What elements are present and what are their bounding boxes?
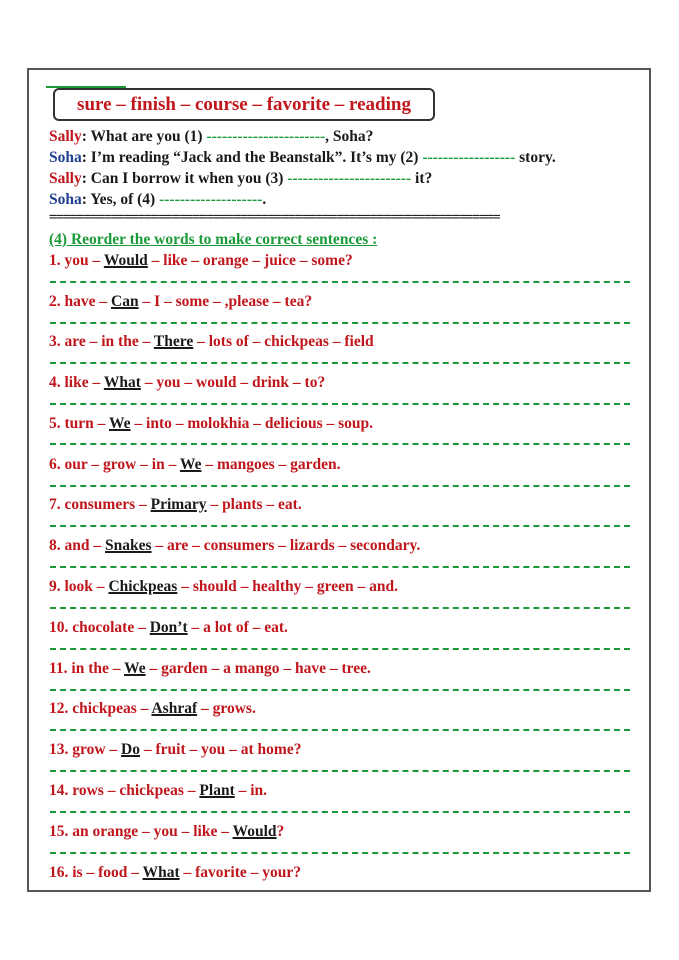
answer-blank[interactable]: ----------------------- [206, 128, 326, 145]
answer-line[interactable] [50, 689, 630, 691]
word-bank-box: sure – finish – course – favorite – reading [53, 88, 435, 121]
answer-line[interactable] [50, 362, 630, 364]
section-heading: (4) Reorder the words to make correct sentences : [49, 231, 378, 248]
answer-line[interactable] [50, 770, 630, 772]
dialogue-text: : Yes, of (4) [81, 191, 160, 208]
key-word: We [109, 415, 131, 432]
reorder-item: 16. is – food – What – favorite – your? [49, 864, 302, 881]
answer-line[interactable] [50, 648, 630, 650]
key-word: What [103, 374, 141, 391]
reorder-item: 6. our – grow – in – We – mangoes – garden. [49, 456, 341, 473]
key-word: Can [111, 293, 139, 310]
reorder-item: 9. look – Chickpeas – should – healthy – green – and. [49, 578, 398, 595]
dialogue-text-after: story. [515, 149, 556, 166]
dialogue-text: : Can I borrow it when you (3) [81, 170, 288, 187]
dialogue-line [49, 128, 373, 146]
answer-line[interactable] [50, 607, 630, 609]
dialogue-line [49, 170, 432, 188]
key-word: Don’t [149, 619, 188, 636]
key-word: Chickpeas [108, 578, 178, 595]
reorder-item: 5. turn – We – into – molokhia – delicious – soup. [49, 415, 373, 432]
answer-blank[interactable]: -------------------- [159, 191, 263, 208]
answer-line[interactable] [50, 525, 630, 527]
dialogue-text: : What are you (1) [81, 128, 207, 145]
dialogue-line [49, 191, 266, 209]
key-word: There [153, 333, 194, 350]
answer-line[interactable] [50, 729, 630, 731]
reorder-item: 11. in the – We – garden – a mango – have – tree. [49, 660, 371, 677]
reorder-item: 10. chocolate – Don’t – a lot of – eat. [49, 619, 288, 636]
key-word: We [124, 660, 146, 677]
answer-line[interactable] [50, 281, 630, 283]
reorder-item: 4. like – What – you – would – drink – to? [49, 374, 326, 391]
key-word: Plant [199, 782, 235, 799]
key-word: Do [121, 741, 140, 758]
speaker-name: Soha [49, 149, 82, 166]
answer-line[interactable] [50, 566, 630, 568]
answer-blank[interactable]: ------------------ [422, 149, 516, 166]
reorder-item: 12. chickpeas – Ashraf – grows. [49, 700, 256, 717]
dialogue-line [49, 149, 556, 167]
dialogue-text-after: , Soha? [325, 128, 374, 145]
speaker-name: Soha [49, 191, 82, 208]
section-separator: ================================================================== [49, 210, 500, 225]
key-word: We [179, 456, 202, 473]
key-word: Would [232, 823, 277, 840]
reorder-item: 7. consumers – Primary – plants – eat. [49, 496, 302, 513]
answer-line[interactable] [50, 811, 630, 813]
reorder-item: 14. rows – chickpeas – Plant – in. [49, 782, 268, 799]
answer-blank[interactable]: ------------------------ [287, 170, 412, 187]
reorder-item: 15. an orange – you – like – Would? [49, 823, 285, 840]
key-word: Primary [150, 496, 207, 513]
answer-line[interactable] [50, 403, 630, 405]
reorder-item: 13. grow – Do – fruit – you – at home? [49, 741, 302, 758]
speaker-name: Sally [49, 170, 82, 187]
answer-line[interactable] [50, 443, 630, 445]
dialogue-text-after: it? [411, 170, 433, 187]
key-word: Would [103, 252, 148, 269]
key-word: Snakes [105, 537, 152, 554]
key-word: What [142, 864, 180, 881]
reorder-item: 3. are – in the – There – lots of – chickpeas – field [49, 333, 374, 350]
key-word: Ashraf [151, 700, 198, 717]
answer-line[interactable] [50, 485, 630, 487]
dialogue-text-after: . [262, 191, 267, 208]
dialogue-text: : I’m reading “Jack and the Beanstalk”. It’s my (2) [81, 149, 423, 166]
answer-line[interactable] [50, 322, 630, 324]
reorder-item: 1. you – Would – like – orange – juice – some? [49, 252, 353, 269]
speaker-name: Sally [49, 128, 82, 145]
reorder-item: 2. have – Can – I – some – ,please – tea? [49, 293, 313, 310]
reorder-item: 8. and – Snakes – are – consumers – lizards – secondary. [49, 537, 421, 554]
answer-line[interactable] [50, 852, 630, 854]
